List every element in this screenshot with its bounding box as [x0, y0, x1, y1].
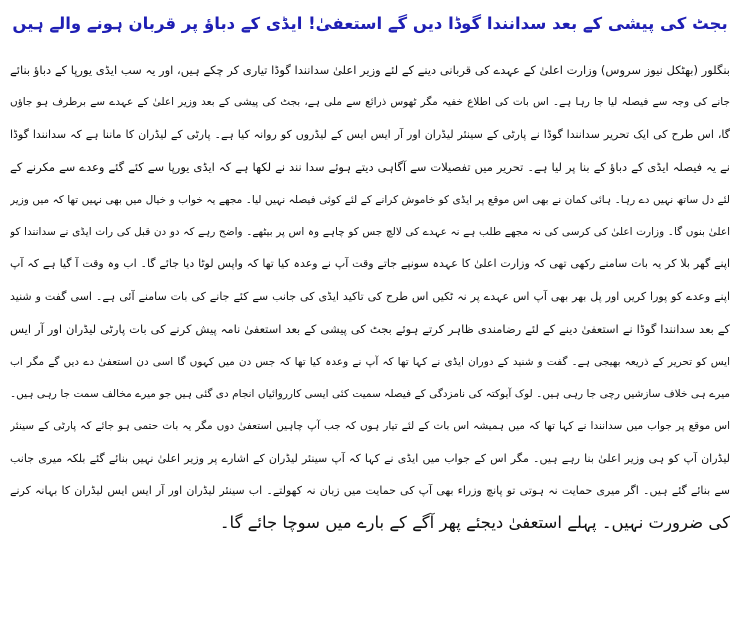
article-line: کے بعد سدانندا گوڈا نے استعفیٰ دینے کے لئے رضامندی ظاہر کرتے ہوئے بجٹ کی پیشی کے بعد استعفیٰ نامہ پیش کرنے کی بات پارٹی لیڈران اور آر ایس — [10, 322, 730, 337]
article-line: گا، اس طرح کی ایک تحریر سدانندا گوڈا نے پارٹی کے سینئر لیڈران اور آر ایس ایس کے لیڈروں کو روانہ کیا ہے۔ پارٹی کے لیڈران کا ماننا ہے کہ سدانندا گوڈا — [10, 127, 730, 141]
article-body — [10, 54, 730, 540]
article-line: جانے کی وجہ سے فیصلہ لیا جا رہا ہے۔ اس بات کی اطلاع خفیہ مگر ٹھوس ذرائع سے ملی ہے، بجٹ کی پیشی کے بعد وزیر اعلیٰ کے عہدے سے برطرف ہو جاؤں — [10, 96, 730, 109]
article-line: نے یہ فیصلہ ایڈی کے دباؤ کے بنا پر لیا ہے۔ تحریر میں تفصیلات سے آگاہی دیتے ہوئے سدا نند نے لکھا ہے کہ ایڈی یورپا سے کئے گئے وعدے سے مکرنے کے — [10, 160, 730, 175]
article-line: کی ضرورت نہیں۔ پہلے استعفیٰ دیجئے پھر آگے کے بارے میں سوچا جائے گا۔ — [219, 513, 730, 533]
article-line: لیڈران آپ کو ہی وزیر اعلیٰ بنا رہے ہیں۔ مگر اس کے جواب میں ایڈی نے کہا کہ آپ سینئر لیڈران کے اشارے پر وزیر اعلیٰ نہیں بنائے گئے بلکہ میری جانب — [10, 451, 730, 465]
article-line: بنگلور (بھٹکل نیوز سروس) وزارت اعلیٰ کے عہدے کی قربانی دینے کے لئے وزیر اعلیٰ سدانندا گوڈا تیاری کر چکے ہیں، اور یہ سب ایڈی یورپا کے دباؤ بنائے — [10, 63, 730, 77]
article-line: میرے ہی خلاف سازشیں رچی جا رہی ہیں۔ لوک آیوکتہ کی نامزدگی کے فیصلہ سمیت کئی ایسی کارروائیاں انجام دی گئی ہیں جو میرے مخالف سمت جا رہی ہیں۔ — [10, 387, 730, 400]
article-line: اس موقع پر جواب میں سدانندا نے کہا تھا کہ میں ہمیشہ اس بات کے لئے تیار ہوں کہ جب آپ چاہیں استعفیٰ دوں مگر یہ بات حتمی ہو جائے کہ پارٹی کے سینئر — [10, 420, 730, 433]
headline: بجٹ کی پیشی کے بعد سدانندا گوڈا دیں گے استعفیٰ! ایڈی کے دباؤ پر قربان ہونے والے ہیں — [12, 14, 728, 33]
article-line: لئے دل ساتھ نہیں دے رہا۔ ہائی کمان نے بھی اس موقع پر ایڈی کو خاموش کرانے کے لئے کوئی فیصلہ نہیں لیا۔ مجھے یہ خواب و خیال میں بھی نہیں تھا کہ میں وزیر — [10, 193, 730, 206]
article-line: ایس کو تحریر کے ذریعہ بھیجی ہے۔ گفت و شنید کے دوران ایڈی نے کہا تھا کہ آپ نے وعدہ کیا تھا کہ جس دن میں کہوں گا اسی دن استعفیٰ دے دیں گے مگر اب — [10, 355, 730, 368]
article-line: سے بنائے گئے ہیں۔ اگر میری حمایت نہ ہوتی تو پانچ وزراء بھی آپ کی حمایت میں زبان نہ کھولتے۔ اب سینئر لیڈران اور آر ایس ایس لیڈران کا بہانہ کرنے — [10, 484, 730, 498]
article-line: اپنے گھر بلا کر یہ بات سامنے رکھی تھی کہ وزارت اعلیٰ کا عہدہ سونپے جاتے وقت آپ نے وعدہ کیا تھا کہ واپس لوٹا دیا جائے گا۔ اب وہ وقت آ گیا ہے کہ آپ — [10, 257, 730, 271]
article-line: اپنے وعدے کو پورا کریں اور پل بھر بھی آپ اس عہدے پر نہ ٹکیں اس طرح کی تاکید ایڈی کی جانب سے کئے جانے کی بات سامنے آئی ہے۔ اسی گفت و شنید — [10, 289, 730, 303]
article-line: اعلیٰ بنوں گا۔ وزارت اعلیٰ کی کرسی کی نہ مجھے طلب ہے نہ عہدے کی لالچ جس کو چاہے وہ اس پر بیٹھے۔ واضح رہے کہ دو دن قبل کی رات ایڈی نے سدانندا کو — [10, 225, 730, 238]
